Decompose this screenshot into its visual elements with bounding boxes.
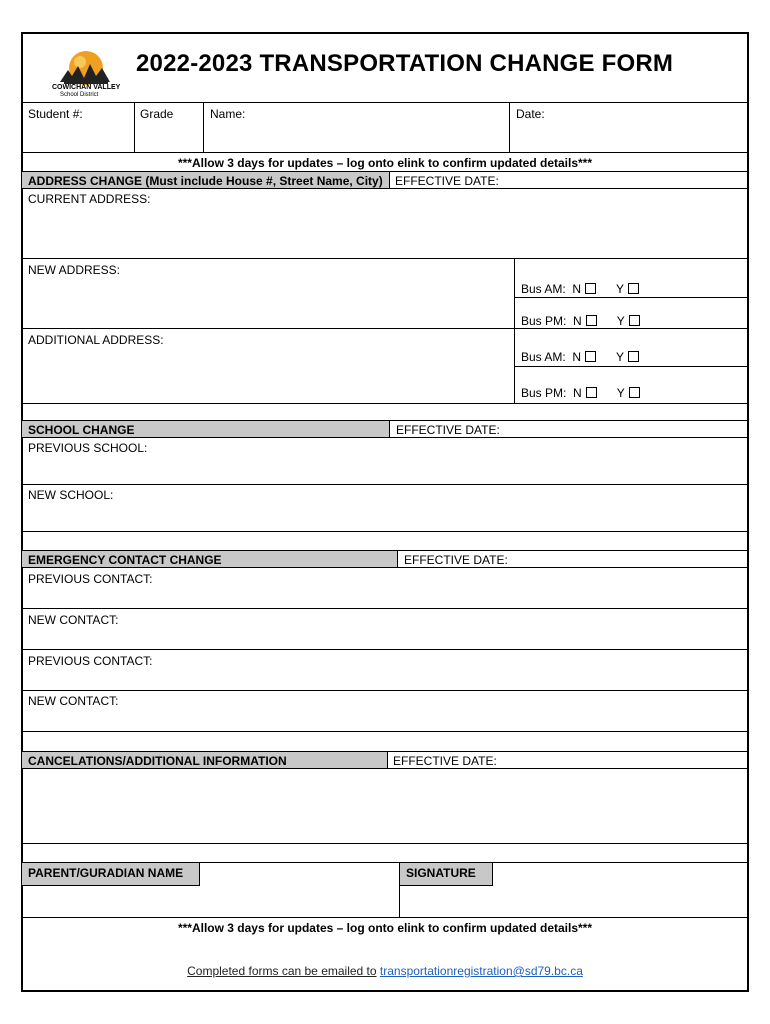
emergency-contact-heading: EMERGENCY CONTACT CHANGE <box>28 553 222 567</box>
emergency-effective-date-field[interactable]: EFFECTIVE DATE: <box>404 553 508 567</box>
divider <box>22 567 748 568</box>
bus-pm-yes-checkbox[interactable] <box>629 315 640 326</box>
cancelations-heading: CANCELATIONS/ADDITIONAL INFORMATION <box>28 754 287 768</box>
yes-label: Y <box>616 386 625 400</box>
divider <box>22 649 748 650</box>
no-label: N <box>572 350 582 364</box>
additional-bus-am-yes-checkbox[interactable] <box>628 351 639 362</box>
divider <box>199 863 200 885</box>
no-label: N <box>573 314 582 328</box>
additional-bus-am-no-checkbox[interactable] <box>585 351 596 362</box>
new-contact-field-2[interactable]: NEW CONTACT: <box>28 694 119 708</box>
divider <box>397 551 398 567</box>
divider <box>509 102 510 152</box>
divider <box>22 608 748 609</box>
district-logo-icon <box>50 48 122 88</box>
divider <box>22 531 748 532</box>
additional-bus-pm-yes-checkbox[interactable] <box>629 387 640 398</box>
divider <box>203 102 204 152</box>
divider <box>389 421 390 437</box>
previous-school-field[interactable]: PREVIOUS SCHOOL: <box>28 441 148 455</box>
cancel-effective-date-field[interactable]: EFFECTIVE DATE: <box>393 754 497 768</box>
yes-label: Y <box>616 282 625 296</box>
divider <box>134 102 135 152</box>
divider <box>22 484 748 485</box>
no-label: N <box>572 282 582 296</box>
divider <box>514 297 748 298</box>
email-line <box>21 964 749 978</box>
bus-am-label: Bus AM: <box>521 282 566 296</box>
divider <box>22 152 748 153</box>
current-address-field[interactable]: CURRENT ADDRESS: <box>28 192 151 206</box>
emailed-text: Completed forms can be emailed to <box>187 964 377 978</box>
yes-label: Y <box>616 350 625 364</box>
divider <box>492 863 493 885</box>
additional-bus-pm-no-checkbox[interactable] <box>586 387 597 398</box>
address-change-heading: ADDRESS CHANGE (Must include House #, Street Name, City) <box>28 174 383 188</box>
date-field[interactable]: Date: <box>516 107 545 121</box>
logo-subtitle: School District <box>60 92 99 98</box>
new-address-field[interactable]: NEW ADDRESS: <box>28 263 121 277</box>
divider <box>22 188 748 189</box>
bus-am-label: Bus AM: <box>521 350 566 364</box>
school-effective-date-field[interactable]: EFFECTIVE DATE: <box>396 423 500 437</box>
email-link[interactable]: transportationregistration@sd79.bc.ca <box>379 964 583 978</box>
student-number-field[interactable]: Student #: <box>28 107 83 121</box>
divider <box>389 172 390 188</box>
divider <box>22 403 748 404</box>
additional-address-bus-pm <box>521 386 640 400</box>
form-title: 2022-2023 TRANSPORTATION CHANGE FORM <box>136 50 674 77</box>
bus-pm-no-checkbox[interactable] <box>586 315 597 326</box>
bus-am-no-checkbox[interactable] <box>585 283 596 294</box>
name-field[interactable]: Name: <box>210 107 246 121</box>
divider <box>22 328 748 329</box>
divider <box>22 690 748 691</box>
parent-name-heading: PARENT/GURADIAN NAME <box>28 866 184 880</box>
divider <box>22 102 748 103</box>
divider <box>22 917 748 918</box>
notice-top: ***Allow 3 days for updates – log onto elink to confirm updated details*** <box>177 156 593 170</box>
no-label: N <box>573 386 582 400</box>
new-address-bus-am <box>521 282 639 296</box>
previous-contact-field-1[interactable]: PREVIOUS CONTACT: <box>28 572 153 586</box>
additional-address-field[interactable]: ADDITIONAL ADDRESS: <box>28 333 164 347</box>
bus-am-yes-checkbox[interactable] <box>628 283 639 294</box>
additional-address-bus-am <box>521 350 639 364</box>
yes-label: Y <box>616 314 625 328</box>
district-logo <box>50 48 122 100</box>
divider <box>387 752 388 768</box>
bus-pm-label: Bus PM: <box>521 314 567 328</box>
divider <box>22 843 748 844</box>
divider <box>22 258 748 259</box>
previous-contact-field-2[interactable]: PREVIOUS CONTACT: <box>28 654 153 668</box>
logo-name: COWICHAN VALLEY <box>52 84 121 91</box>
new-contact-field-1[interactable]: NEW CONTACT: <box>28 613 119 627</box>
bus-pm-label: Bus PM: <box>521 386 567 400</box>
new-school-field[interactable]: NEW SCHOOL: <box>28 488 114 502</box>
divider <box>22 437 748 438</box>
new-address-bus-pm <box>521 314 640 328</box>
notice-bottom: ***Allow 3 days for updates – log onto elink to confirm updated details*** <box>177 921 593 935</box>
divider <box>514 258 515 403</box>
additional-information-field[interactable] <box>22 769 748 843</box>
signature-heading: SIGNATURE <box>406 866 476 880</box>
address-effective-date-field[interactable]: EFFECTIVE DATE: <box>395 174 499 188</box>
school-change-heading: SCHOOL CHANGE <box>28 423 135 437</box>
grade-field[interactable]: Grade <box>140 107 174 121</box>
divider <box>22 731 748 732</box>
divider <box>514 366 748 367</box>
signature-field[interactable] <box>400 886 748 917</box>
parent-name-field[interactable] <box>22 886 399 917</box>
